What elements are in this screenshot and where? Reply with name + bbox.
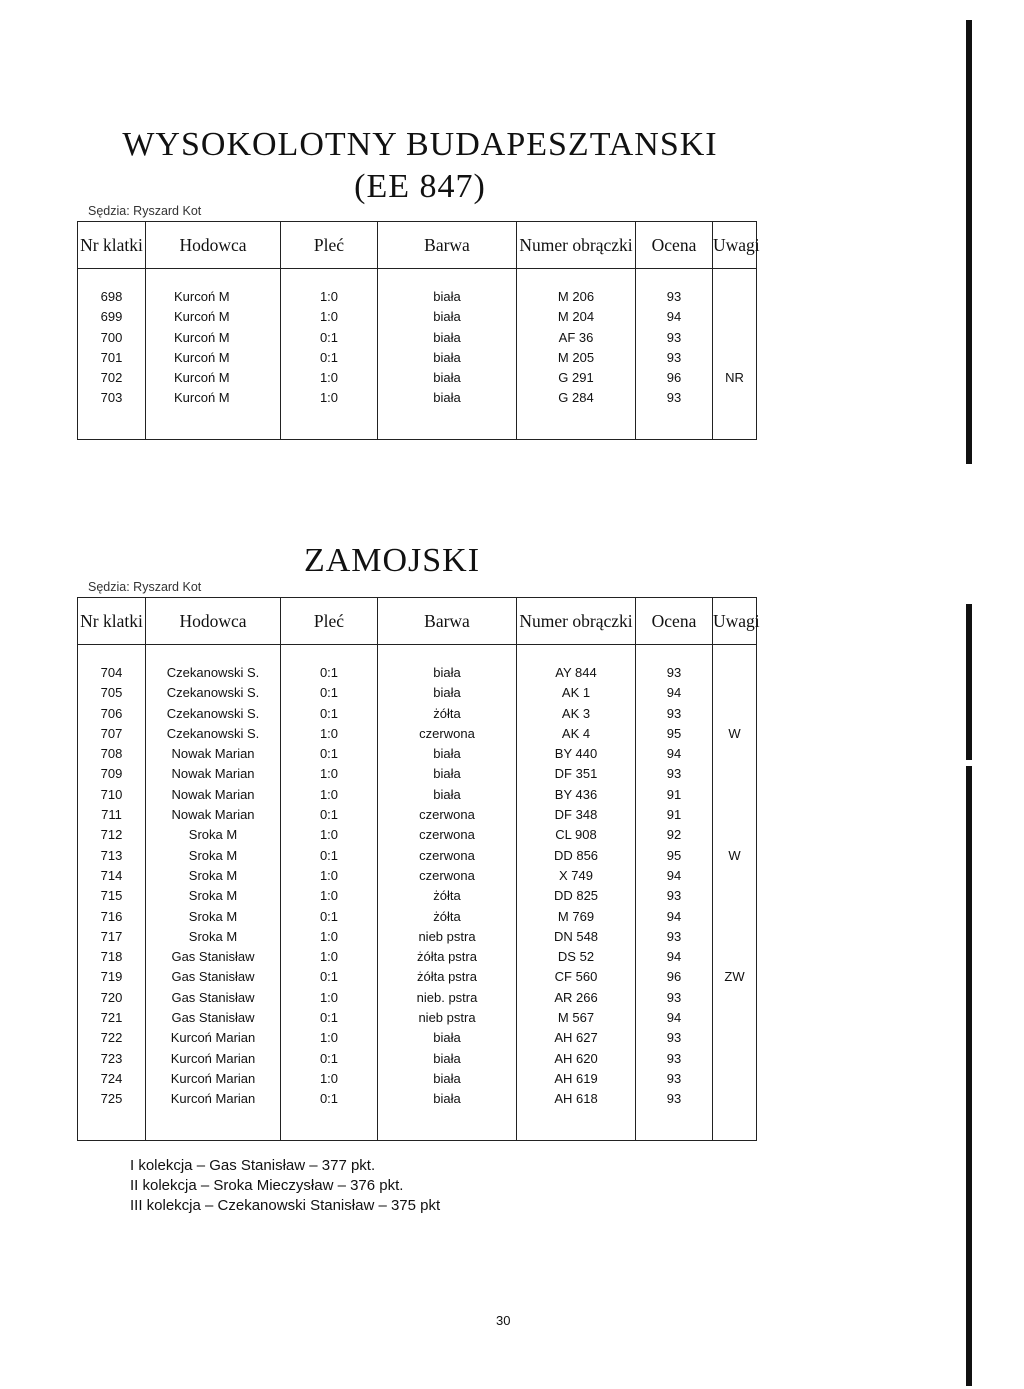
table-row: 707 Czekanowski S. 1:0 czerwona AK 4 95 W — [78, 724, 757, 744]
table-row: 721 Gas Stanisław 0:1 nieb pstra M 567 94 — [78, 1008, 757, 1028]
section1-judge: Sędzia: Ryszard Kot — [88, 204, 202, 218]
table-row: 701 Kurcoń M 0:1 biała M 205 93 — [78, 348, 757, 368]
scan-edge-bar-mid — [966, 604, 972, 760]
table-row: 708 Nowak Marian 0:1 biała BY 440 94 — [78, 744, 757, 764]
col-header: Numer obrączki — [517, 222, 636, 269]
table-row: 705 Czekanowski S. 0:1 biała AK 1 94 — [78, 683, 757, 703]
col-header: Uwagi — [713, 222, 757, 269]
table-row: 722 Kurcoń Marian 1:0 biała AH 627 93 — [78, 1028, 757, 1048]
table-row: 720 Gas Stanisław 1:0 nieb. pstra AR 266 93 — [78, 988, 757, 1008]
section2-title: ZAMOJSKI — [303, 542, 481, 579]
section1-table — [77, 221, 760, 440]
summary-line: III kolekcja – Czekanowski Stanisław – 375 pkt — [130, 1197, 441, 1214]
table-row: 703 Kurcoń M 1:0 biała G 284 93 — [78, 388, 757, 408]
col-header: Hodowca — [146, 598, 281, 645]
col-header: Numer obrączki — [517, 598, 636, 645]
col-header: Pleć — [281, 598, 378, 645]
section1-body — [78, 269, 757, 440]
table-row: 702 Kurcoń M 1:0 biała G 291 96 NR — [78, 368, 757, 388]
table-row: 711 Nowak Marian 0:1 czerwona DF 348 91 — [78, 805, 757, 825]
col-header: Pleć — [281, 222, 378, 269]
table-row: 713 Sroka M 0:1 czerwona DD 856 95 W — [78, 846, 757, 866]
table-row: 706 Czekanowski S. 0:1 żółta AK 3 93 — [78, 704, 757, 724]
col-header: Nr klatki — [78, 222, 146, 269]
table-row: 716 Sroka M 0:1 żółta M 769 94 — [78, 907, 757, 927]
section1-header-row — [78, 222, 757, 269]
page-number: 30 — [496, 1313, 511, 1328]
section2-table — [77, 597, 760, 1141]
table-row: 714 Sroka M 1:0 czerwona X 749 94 — [78, 866, 757, 886]
section2-body — [78, 645, 757, 1141]
section1-subtitle: (EE 847) — [354, 168, 486, 205]
section2-header-row — [78, 598, 757, 645]
summary-line: I kolekcja – Gas Stanisław – 377 pkt. — [130, 1157, 376, 1174]
table-row: 717 Sroka M 1:0 nieb pstra DN 548 93 — [78, 927, 757, 947]
col-header: Barwa — [378, 222, 517, 269]
scan-edge-bar-bottom — [966, 766, 972, 1386]
table-row: 710 Nowak Marian 1:0 biała BY 436 91 — [78, 785, 757, 805]
col-header: Hodowca — [146, 222, 281, 269]
section1-title: WYSOKOLOTNY BUDAPESZTANSKI — [122, 126, 718, 163]
table-row: 709 Nowak Marian 1:0 biała DF 351 93 — [78, 764, 757, 784]
table-row: 724 Kurcoń Marian 1:0 biała AH 619 93 — [78, 1069, 757, 1089]
table-row: 723 Kurcoń Marian 0:1 biała AH 620 93 — [78, 1049, 757, 1069]
table-row: 715 Sroka M 1:0 żółta DD 825 93 — [78, 886, 757, 906]
col-header: Ocena — [636, 222, 713, 269]
col-header: Nr klatki — [78, 598, 146, 645]
table-row: 718 Gas Stanisław 1:0 żółta pstra DS 52 94 — [78, 947, 757, 967]
section2-judge: Sędzia: Ryszard Kot — [88, 580, 202, 594]
summary-line: II kolekcja – Sroka Mieczysław – 376 pkt. — [130, 1177, 404, 1194]
col-header: Ocena — [636, 598, 713, 645]
table-row: 719 Gas Stanisław 0:1 żółta pstra CF 560 96 ZW — [78, 967, 757, 987]
collection-summary — [130, 1156, 440, 1216]
table-row: 725 Kurcoń Marian 0:1 biała AH 618 93 — [78, 1089, 757, 1109]
table-row: 699 Kurcoń M 1:0 biała M 204 94 — [78, 307, 757, 327]
scan-edge-bar-top — [966, 20, 972, 464]
col-header: Barwa — [378, 598, 517, 645]
table-row: 700 Kurcoń M 0:1 biała AF 36 93 — [78, 328, 757, 348]
table-row: 712 Sroka M 1:0 czerwona CL 908 92 — [78, 825, 757, 845]
col-header: Uwagi — [713, 598, 757, 645]
table-row: 698 Kurcoń M 1:0 biała M 206 93 — [78, 287, 757, 307]
table-row: 704 Czekanowski S. 0:1 biała AY 844 93 — [78, 663, 757, 683]
